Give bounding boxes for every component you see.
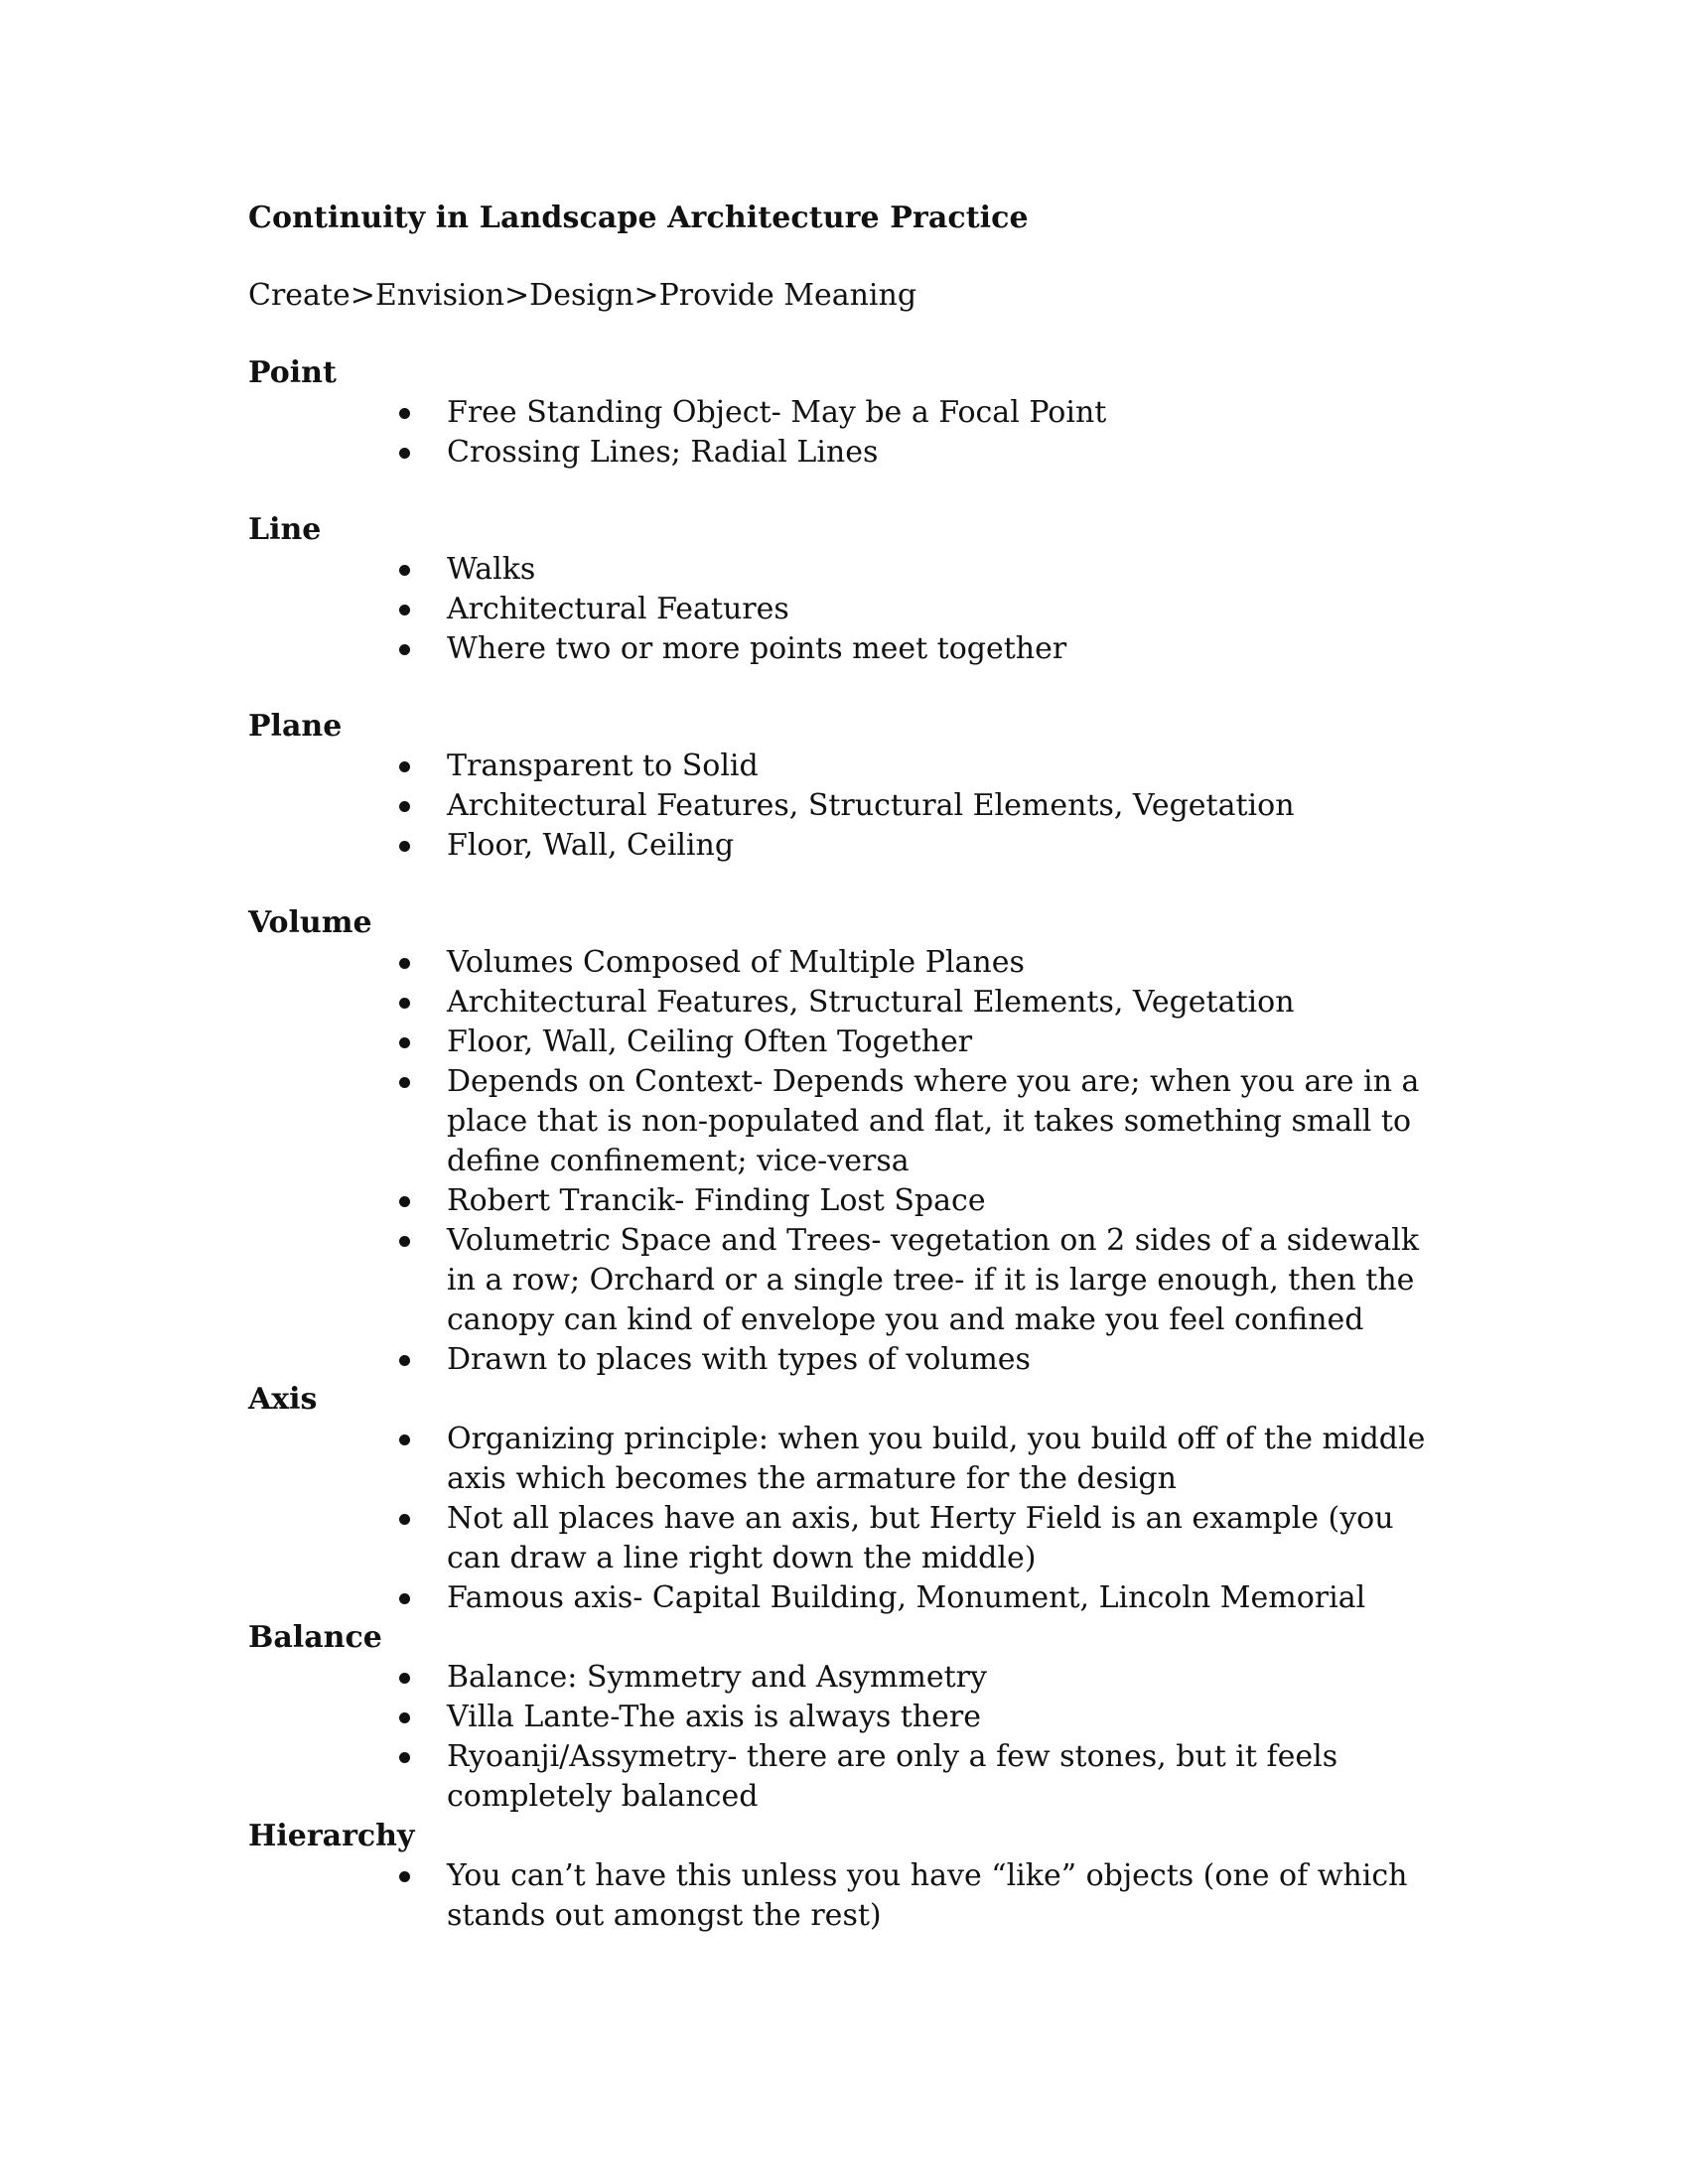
list-item-text: You can’t have this unless you have “like” objects (one of which stands out amongst the rest)	[447, 1858, 1408, 1933]
list-item-text: Volumes Composed of Multiple Planes	[447, 945, 1025, 980]
bullet-icon	[399, 1514, 410, 1525]
section-point	[248, 353, 1440, 473]
list-item	[447, 433, 1440, 473]
list-item	[447, 826, 1440, 866]
list-item	[447, 1737, 1440, 1817]
list-item-text: Free Standing Object- May be a Focal Point	[447, 395, 1107, 430]
list-item-text: Walks	[447, 552, 536, 587]
list-item	[447, 590, 1440, 629]
bullet-icon	[399, 841, 410, 852]
list-item	[447, 786, 1440, 826]
bullet-icon	[399, 644, 410, 655]
bullet-icon	[399, 1196, 410, 1207]
list-item-text: Not all places have an axis, but Herty Field is an example (you can draw a line right down the middle)	[447, 1501, 1394, 1575]
list-item	[447, 1578, 1440, 1618]
list-item	[447, 1062, 1440, 1181]
list-item	[447, 1658, 1440, 1698]
list-item	[447, 393, 1440, 433]
bullet-icon	[399, 1871, 410, 1882]
bullet-icon	[399, 761, 410, 772]
bullet-icon	[399, 1593, 410, 1604]
list-item	[447, 983, 1440, 1023]
list-item	[447, 1181, 1440, 1221]
section-line	[248, 510, 1440, 669]
bullet-icon	[399, 1037, 410, 1048]
list-item	[447, 1340, 1440, 1380]
section-volume	[248, 903, 1440, 1380]
section-balance	[248, 1618, 1440, 1817]
bullet-icon	[399, 1712, 410, 1723]
list-item	[447, 550, 1440, 590]
list-item-text: Volumetric Space and Trees- vegetation on 2 sides of a sidewalk in a row; Orchard or a single tree- if it is large enough, then the canopy can kind of envelope you and make you feel confined	[447, 1223, 1420, 1337]
bullet-icon	[399, 801, 410, 812]
section-heading: Axis	[248, 1382, 318, 1417]
section-heading: Line	[248, 512, 322, 547]
bullet-list	[248, 943, 1440, 1380]
list-item-text: Depends on Context- Depends where you are; when you are in a place that is non-populated and flat, it takes something small to define confinement; vice-versa	[447, 1064, 1420, 1178]
bullet-icon	[399, 1077, 410, 1088]
section-heading: Volume	[248, 905, 372, 940]
section-hierarchy	[248, 1817, 1440, 1936]
list-item-text: Architectural Features, Structural Elements, Vegetation	[447, 985, 1295, 1020]
list-item	[447, 629, 1440, 669]
bullet-icon	[399, 565, 410, 576]
bullet-list	[248, 1856, 1440, 1936]
section-heading: Point	[248, 355, 337, 390]
document-page	[248, 199, 1440, 1936]
bullet-list	[248, 747, 1440, 866]
list-item-text: Floor, Wall, Ceiling	[447, 828, 735, 863]
bullet-icon	[399, 1752, 410, 1763]
bullet-icon	[399, 998, 410, 1009]
list-item	[447, 1420, 1440, 1499]
list-item-text: Architectural Features	[447, 592, 789, 626]
bullet-icon	[399, 1434, 410, 1445]
bullet-icon	[399, 605, 410, 615]
section-heading: Plane	[248, 709, 343, 744]
bullet-icon	[399, 1355, 410, 1366]
list-item	[447, 1499, 1440, 1578]
list-item-text: Drawn to places with types of volumes	[447, 1342, 1031, 1377]
list-item-text: Transparent to Solid	[447, 749, 759, 783]
bullet-icon	[399, 958, 410, 969]
document-subtitle: Create>Envision>Design>Provide Meaning	[248, 278, 917, 313]
bullet-icon	[399, 1673, 410, 1684]
list-item	[447, 1221, 1440, 1340]
list-item-text: Robert Trancik- Finding Lost Space	[447, 1183, 986, 1218]
list-item	[447, 1856, 1440, 1936]
list-item-text: Villa Lante-The axis is always there	[447, 1700, 981, 1734]
bullet-icon	[399, 408, 410, 419]
list-item-text: Crossing Lines; Radial Lines	[447, 435, 879, 470]
section-axis	[248, 1380, 1440, 1618]
bullet-list	[248, 550, 1440, 669]
list-item-text: Balance: Symmetry and Asymmetry	[447, 1660, 987, 1695]
list-item-text: Famous axis- Capital Building, Monument, Lincoln Memorial	[447, 1580, 1366, 1615]
list-item-text: Where two or more points meet together	[447, 631, 1067, 666]
list-item	[447, 1023, 1440, 1062]
document-title: Continuity in Landscape Architecture Practice	[248, 201, 1029, 235]
list-item-text: Floor, Wall, Ceiling Often Together	[447, 1024, 973, 1059]
list-item-text: Architectural Features, Structural Elements, Vegetation	[447, 788, 1295, 823]
list-item	[447, 747, 1440, 786]
bullet-list	[248, 1658, 1440, 1817]
list-item-text: Ryoanji/Assymetry- there are only a few stones, but it feels completely balanced	[447, 1739, 1338, 1814]
bullet-list	[248, 1420, 1440, 1618]
section-heading: Balance	[248, 1620, 382, 1655]
bullet-icon	[399, 1236, 410, 1247]
list-item	[447, 943, 1440, 983]
bullet-list	[248, 393, 1440, 473]
bullet-icon	[399, 448, 410, 459]
list-item	[447, 1698, 1440, 1737]
list-item-text: Organizing principle: when you build, you build off of the middle axis which becomes the armature for the design	[447, 1422, 1426, 1496]
section-plane	[248, 707, 1440, 866]
section-heading: Hierarchy	[248, 1819, 415, 1853]
